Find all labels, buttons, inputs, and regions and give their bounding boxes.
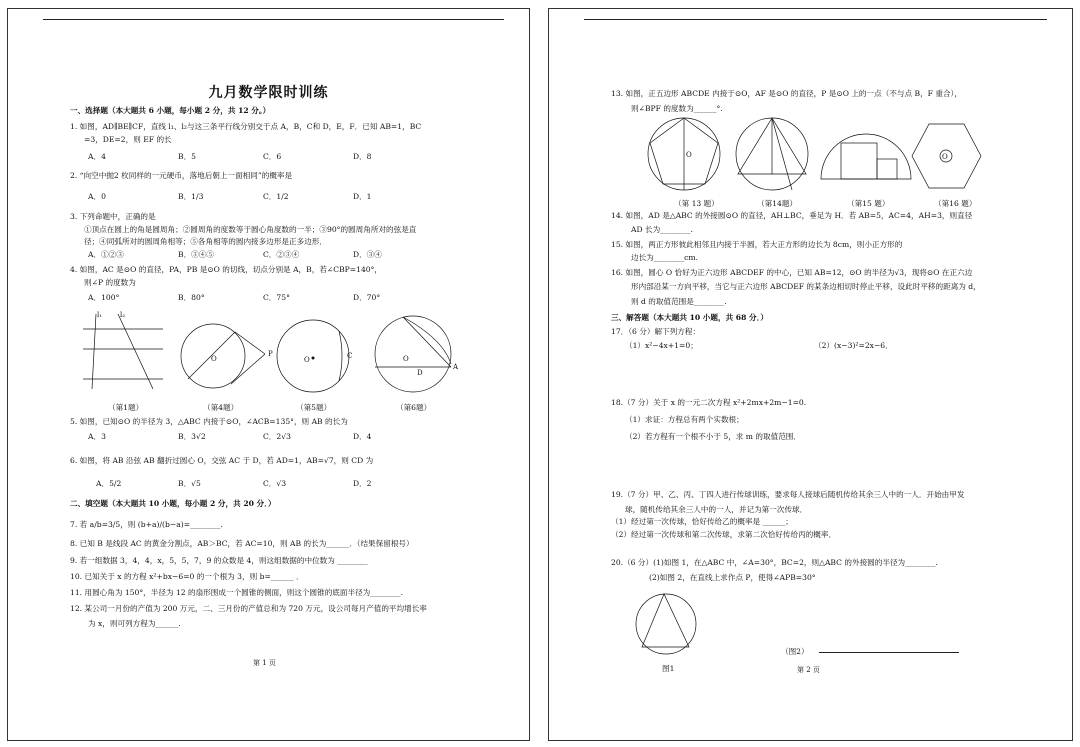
figure-q5-circle bbox=[273, 314, 363, 399]
q4-option-d: D．70° bbox=[353, 293, 381, 302]
q10-text: 10. 已知关于 x 的方程 x²+bx−6=0 的一个根为 3，则 b=______ ． bbox=[70, 572, 304, 581]
svg-text:l₂: l₂ bbox=[120, 311, 126, 319]
svg-text:O: O bbox=[403, 355, 409, 363]
q16-line1: 16. 如图，圆心 O 恰好为正六边形 ABCDEF 的中心，已知 AB=12，⊙O 的半径为√3，现将⊙O 在正六边 bbox=[611, 268, 973, 277]
q15-line1: 15. 如图，两正方形彼此相邻且内接于半圆，若大正方形的边长为 8cm，则小正方形的 bbox=[611, 240, 903, 249]
section-2-heading: 二、填空题（本大题共 10 小题，每小题 2 分，共 20 分．） bbox=[70, 499, 276, 508]
exam-page-1 bbox=[7, 8, 530, 741]
q5-text: 5. 如图，已知⊙O 的半径为 3，△ABC 内接于⊙O，∠ACB=135°，则 AB 的长为 bbox=[70, 417, 348, 426]
q18-text: 18.（7 分）关于 x 的一元二次方程 x²+2mx+2m−1=0. bbox=[611, 398, 807, 407]
svg-text:C: C bbox=[347, 352, 353, 360]
figure-q1-parallel-lines bbox=[78, 309, 168, 394]
q16-line3: 则 d 的取值范围是________. bbox=[631, 297, 727, 306]
figure-q14-triangle bbox=[732, 114, 817, 194]
q4-line2: 则∠P 的度数为 bbox=[84, 278, 136, 287]
q6-option-d: D．2 bbox=[353, 479, 372, 488]
figure-q4-tangents bbox=[173, 314, 273, 394]
q5-option-c: C．2√3 bbox=[263, 432, 291, 441]
q1-option-c: C．6 bbox=[263, 152, 282, 161]
q1-line2: =3，DE=2，则 EF 的长 bbox=[84, 135, 172, 144]
figure-caption-q5: （第5题） bbox=[296, 403, 332, 412]
exam-title: 九月数学限时训练 bbox=[208, 85, 329, 101]
q16-line2: 形内部沿某一方向平移，当它与正六边形 ABCDEF 的某条边相切时停止平移，设此时平移的距离为 d， bbox=[631, 282, 981, 291]
q18-part2: （2）若方程有一个根不小于 5，求 m 的取值范围． bbox=[625, 432, 801, 441]
figure-q16-hexagon bbox=[909, 119, 984, 194]
q2-option-c: C．1/2 bbox=[263, 192, 289, 201]
svg-text:l₁: l₁ bbox=[97, 311, 103, 319]
q6-option-b: B．√5 bbox=[178, 479, 201, 488]
svg-text:O: O bbox=[942, 153, 948, 161]
q9-text: 9. 若一组数据 3，4，4，x，5，5，7，9 的众数是 4，则这组数据的中位数为 ________ bbox=[70, 556, 368, 565]
q11-text: 11. 用圆心角为 150°，半径为 12 的扇形围成一个圆锥的侧面，则这个圆锥的底面半径为________. bbox=[70, 588, 404, 597]
q3-text: 3. 下列命题中，正确的是 bbox=[70, 212, 156, 221]
figure-q13-pentagon bbox=[644, 114, 724, 194]
figure-1-caption: 图1 bbox=[662, 664, 675, 673]
q1-line1: 1. 如图，AD∥BE∥CF，直线 l₁、l₂与这三条平行线分别交于点 A，B，C和 D，E，F．已知 AB=1，BC bbox=[70, 122, 422, 131]
q5-option-d: D．4 bbox=[353, 432, 372, 441]
svg-text:D: D bbox=[417, 369, 423, 377]
q14-line1: 14. 如图，AD 是△ABC 的外接圆⊙O 的直径，AH⊥BC，垂足为 H．若 AB=5，AC=4，AH=3，则直径 bbox=[611, 211, 973, 220]
q1-option-d: D．8 bbox=[353, 152, 372, 161]
q8-text: 8. 已知 B 是线段 AC 的黄金分割点，AB＞BC，若 AC=10，则 AB 的长为______．（结果保留根号） bbox=[70, 539, 414, 548]
svg-text:O: O bbox=[211, 355, 217, 363]
q4-option-a: A．100° bbox=[88, 293, 120, 302]
q17-text: 17．（6 分）解下列方程： bbox=[611, 327, 701, 336]
figure-caption-q16: （第16 题） bbox=[934, 199, 977, 208]
q1-option-a: A．4 bbox=[88, 152, 106, 161]
q3-option-c: C．②③④ bbox=[263, 250, 300, 259]
q2-option-d: D．1 bbox=[353, 192, 372, 201]
q17-part2: （2）(x−3)²=2x−6． bbox=[814, 341, 893, 350]
q3-option-b: B．③④⑤ bbox=[178, 250, 214, 259]
q6-option-a: A．5/2 bbox=[96, 479, 122, 488]
q15-line2: 边长为________cm. bbox=[631, 253, 699, 262]
q13-line1: 13. 如图，正五边形 ABCDE 内接于⊙O，AF 是⊙O 的直径，P 是⊙O 上的一点（不与点 B，F 重合）， bbox=[611, 89, 962, 98]
figure-q6-folded-arc bbox=[373, 309, 463, 399]
q20-line1: 20.（6 分）(1)如图 1，在△ABC 中，∠A=30°，BC=2，则△ABC 的外接圆的半径为________. bbox=[611, 558, 938, 567]
q3-option-d: D．③④ bbox=[353, 250, 382, 259]
svg-text:O: O bbox=[686, 151, 692, 159]
q3-line1: ①顶点在圆上的角是圆周角；②圆周角的度数等于圆心角度数的一半；③90°的圆周角所对的弦是直 bbox=[84, 225, 417, 234]
q19-line1: 19.（7 分）甲、乙、丙、丁四人进行传球训练，要求每人接球后随机传给其余三人中的一人．开始由甲发 bbox=[611, 490, 965, 499]
svg-text:O: O bbox=[304, 356, 310, 364]
line-segment bbox=[819, 652, 959, 653]
q4-option-b: B．80° bbox=[178, 293, 205, 302]
figure-caption-q4: （第4题） bbox=[203, 403, 239, 412]
top-rule bbox=[43, 19, 504, 20]
figure-q20-circle bbox=[634, 589, 699, 659]
figure-caption-q14: （第14题） bbox=[757, 199, 798, 208]
q12-line1: 12. 某公司一月份的产值为 200 万元，二、三月份的产值总和为 720 万元，设公司每月产值的平均增长率 bbox=[70, 604, 427, 613]
q1-option-b: B．5 bbox=[178, 152, 197, 161]
section-1-heading: 一、选择题（本大题共 6 小题，每小题 2 分，共 12 分。） bbox=[70, 106, 271, 115]
q2-text: 2. “向空中抛2 枚同样的一元硬币，落地后朝上一面相同”的概率是 bbox=[70, 171, 293, 180]
q2-option-b: B．1/3 bbox=[178, 192, 204, 201]
svg-text:P: P bbox=[268, 350, 273, 358]
q19-part2: （2）经过第一次传球和第二次传球，求第二次恰好传给丙的概率． bbox=[611, 530, 837, 539]
q14-line2: AD 长为________. bbox=[631, 225, 693, 234]
figure-caption-q6: （第6题） bbox=[396, 403, 432, 412]
q6-option-c: C．√3 bbox=[263, 479, 287, 488]
q4-line1: 4. 如图，AC 是⊙O 的直径，PA，PB 是⊙O 的切线，切点分别是 A，B，若∠CBP=140°， bbox=[70, 265, 383, 274]
q17-part1: （1）x²−4x+1=0； bbox=[625, 341, 698, 350]
svg-text:A: A bbox=[453, 363, 459, 371]
q18-part1: （1）求证：方程总有两个实数根； bbox=[625, 415, 744, 424]
page-number: 第 2 页 bbox=[797, 666, 820, 674]
q5-option-a: A．3 bbox=[88, 432, 106, 441]
q4-option-c: C．75° bbox=[263, 293, 290, 302]
top-rule bbox=[584, 19, 1047, 20]
page-number: 第 1 页 bbox=[253, 659, 276, 667]
section-3-heading: 三、解答题（本大题共 10 小题，共 68 分．） bbox=[611, 313, 769, 322]
q13-line2: 则∠BPF 的度数为______°. bbox=[631, 104, 723, 113]
q2-option-a: A．0 bbox=[88, 192, 106, 201]
figure-caption-q1: （第1题） bbox=[108, 403, 144, 412]
q19-line2: 球，随机传给其余三人中的一人，并记为第一次传球． bbox=[625, 505, 808, 514]
figure-2-caption: （图2） bbox=[781, 647, 809, 656]
q6-text: 6. 如图，将 AB 沿弦 AB 翻折过圆心 O，交弦 AC 于 D，若 AD=1，AB=√7，则 CD 为 bbox=[70, 456, 374, 465]
q12-line2: 为 x，则可列方程为______. bbox=[88, 619, 181, 628]
q3-line2: 径；④同弧所对的圆周角相等；⑤各角相等的圆内接多边形是正多边形． bbox=[84, 237, 327, 246]
q5-option-b: B．3√2 bbox=[178, 432, 206, 441]
q7-text: 7. 若 a/b=3/5，则 (b+a)/(b−a)=________. bbox=[70, 520, 223, 529]
q20-line2: (2)如图 2，在直线上求作点 P，使得∠APB=30° bbox=[649, 573, 816, 582]
exam-page-2 bbox=[548, 8, 1073, 741]
q3-option-a: A．①②③ bbox=[88, 250, 124, 259]
figure-caption-q15: （第15 题） bbox=[847, 199, 890, 208]
q19-part1: （1）经过第一次传球，恰好传给乙的概率是 ______； bbox=[611, 517, 793, 526]
figure-q15-half-circle bbox=[819, 124, 914, 184]
figure-caption-q13: （第 13 题） bbox=[674, 199, 719, 208]
